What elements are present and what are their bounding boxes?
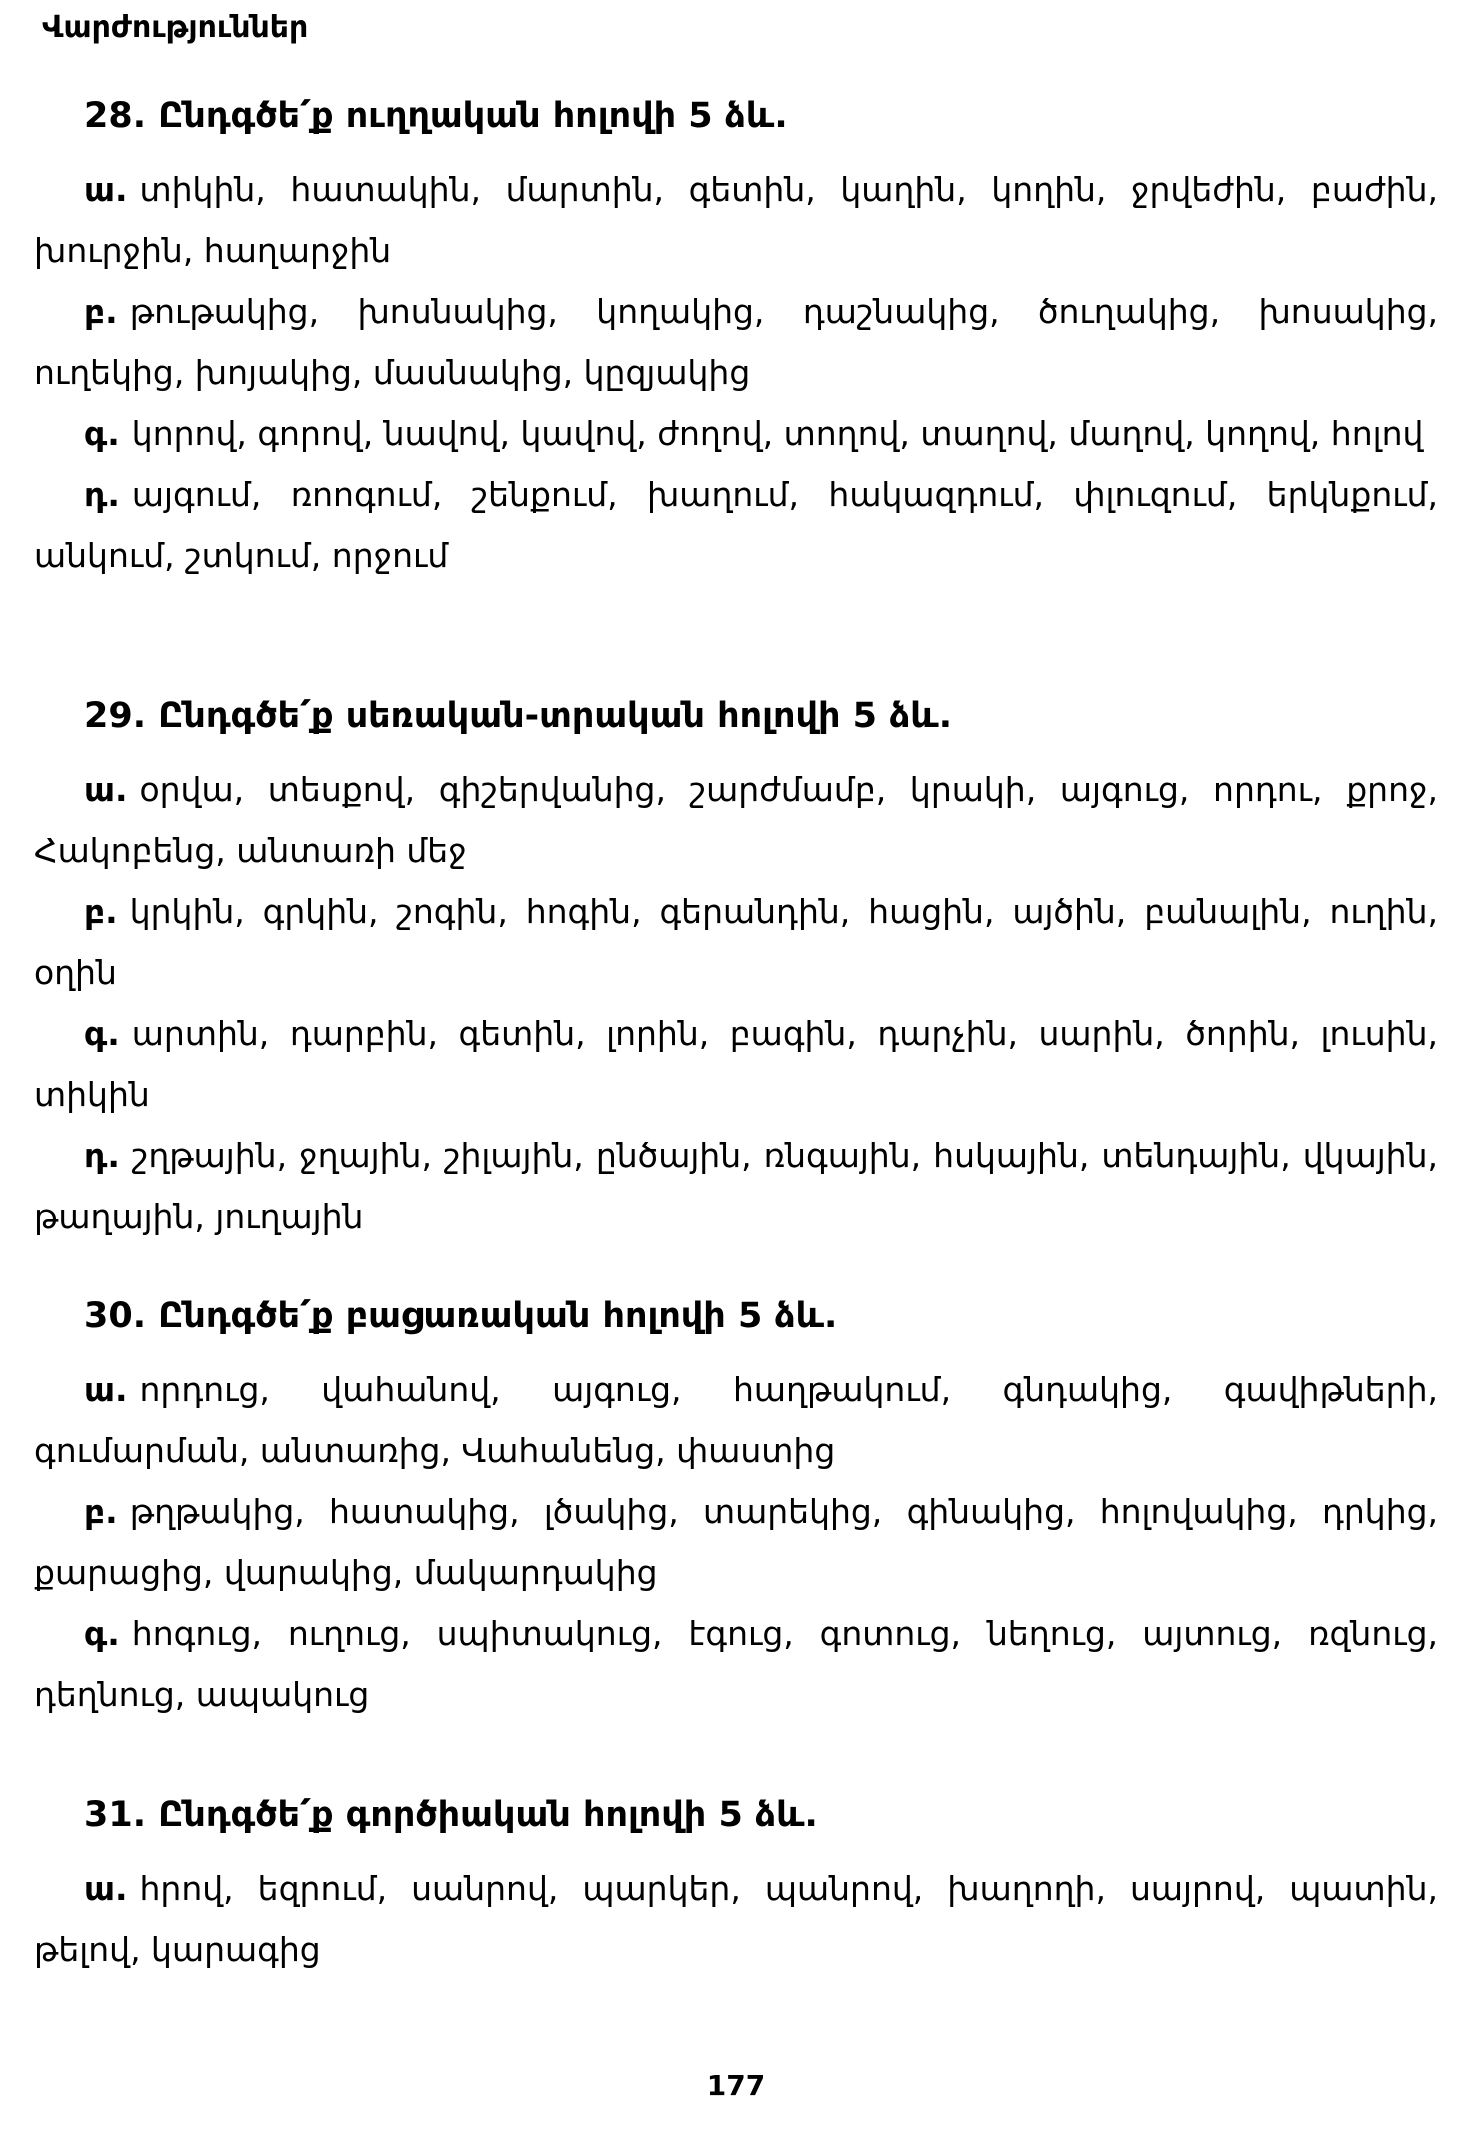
exercise-title: 31. Ընդգծե՛ք գործիական հոլովի 5 ձև. xyxy=(84,1795,818,1835)
exercise-item xyxy=(34,1858,1438,1980)
item-text: կրկին, գրկին, շոգին, հոգին, գերանդին, հացին, այծին, բանալին, ուղին, օղին xyxy=(34,892,1438,992)
item-text: օրվա, տեսքով, գիշերվանից, շարժմամբ, կրակի, այգուց, որդու, քրոջ, Հակոբենց, անտառի մեջ xyxy=(34,770,1438,870)
item-text: տիկին, հատակին, մարտին, գետին, կաղին, կողին, ջրվեժին, բաժին, խուրջին, հաղարջին xyxy=(34,170,1438,270)
item-label: բ. xyxy=(84,892,118,931)
item-label: ա. xyxy=(84,1370,128,1409)
exercise-items xyxy=(34,759,1438,1247)
page-number: 177 xyxy=(706,2069,766,2102)
exercise-title: 28. Ընդգծե՛ք ուղղական հոլովի 5 ձև. xyxy=(84,96,788,136)
exercise-item xyxy=(34,464,1438,586)
item-label: ա. xyxy=(84,170,128,209)
item-text: թութակից, խոսնակից, կողակից, դաշնակից, ծուղակից, խոսակից, ուղեկից, խոյակից, մասնակից, կըզյակից xyxy=(34,292,1438,392)
exercise-31 xyxy=(34,1792,1438,1980)
item-label: ա. xyxy=(84,1869,128,1908)
item-text: այգում, ռոոգում, շենքում, խաղում, հակազդում, փլուզում, երկնքում, անկում, շտկում, որջում xyxy=(34,475,1438,575)
exercise-items xyxy=(34,159,1438,586)
item-text: թղթակից, հատակից, լծակից, տարեկից, գինակից, հոլովակից, դրկից, քարացից, վարակից, մակարդակից xyxy=(34,1492,1438,1592)
exercise-item xyxy=(34,1481,1438,1603)
exercise-item xyxy=(34,759,1438,881)
exercise-item xyxy=(34,281,1438,403)
exercise-items xyxy=(34,1858,1438,1980)
item-text: հրով, եզրում, սանրով, պարկեր, պանրով, խաղողի, սայրով, պատին, թելով, կարագից xyxy=(34,1869,1438,1969)
exercise-title: 30. Ընդգծե՛ք բացառական հոլովի 5 ձև. xyxy=(84,1296,838,1336)
item-text: որդուց, վահանով, այգուց, հաղթակում, գնդակից, գավիթների, գումարման, անտառից, Վահանենց, փաստից xyxy=(34,1370,1438,1470)
exercise-item xyxy=(34,1125,1438,1247)
exercise-30 xyxy=(34,1293,1438,1725)
exercise-29 xyxy=(34,693,1438,1247)
exercise-item xyxy=(34,403,1438,464)
exercise-items xyxy=(34,1359,1438,1725)
item-label: գ. xyxy=(84,1614,120,1653)
item-text: հոգուց, ուղուց, սպիտակուց, էգուց, գոտուց, նեղուց, այտուց, ռզնուց, դեղնուց, ապակուց xyxy=(34,1614,1438,1714)
item-label: ա. xyxy=(84,770,128,809)
item-label: դ. xyxy=(84,475,120,514)
item-text: շղթային, ջղային, շիլային, ընծային, ռնգային, հսկային, տենդային, վկային, թաղային, յուղային xyxy=(34,1136,1438,1236)
exercise-item xyxy=(34,159,1438,281)
item-label: գ. xyxy=(84,1014,120,1053)
running-head: Վարժություններ xyxy=(42,10,309,45)
exercise-item xyxy=(34,1003,1438,1125)
item-label: բ. xyxy=(84,292,118,331)
exercise-item xyxy=(34,1603,1438,1725)
item-text: կորով, գորով, նավով, կավով, ժողով, տողով, տաղով, մաղով, կողով, հոլով xyxy=(131,414,1424,453)
exercise-28 xyxy=(34,93,1438,586)
exercise-item xyxy=(34,1359,1438,1481)
item-text: արտին, դարբին, գետին, լորին, բագին, դարչին, սարին, ծորին, լուսին, տիկին xyxy=(34,1014,1438,1114)
item-label: բ. xyxy=(84,1492,118,1531)
item-label: դ. xyxy=(84,1136,120,1175)
item-label: գ. xyxy=(84,414,120,453)
exercise-title: 29. Ընդգծե՛ք սեռական-տրական հոլովի 5 ձև. xyxy=(84,696,953,736)
exercise-item xyxy=(34,881,1438,1003)
